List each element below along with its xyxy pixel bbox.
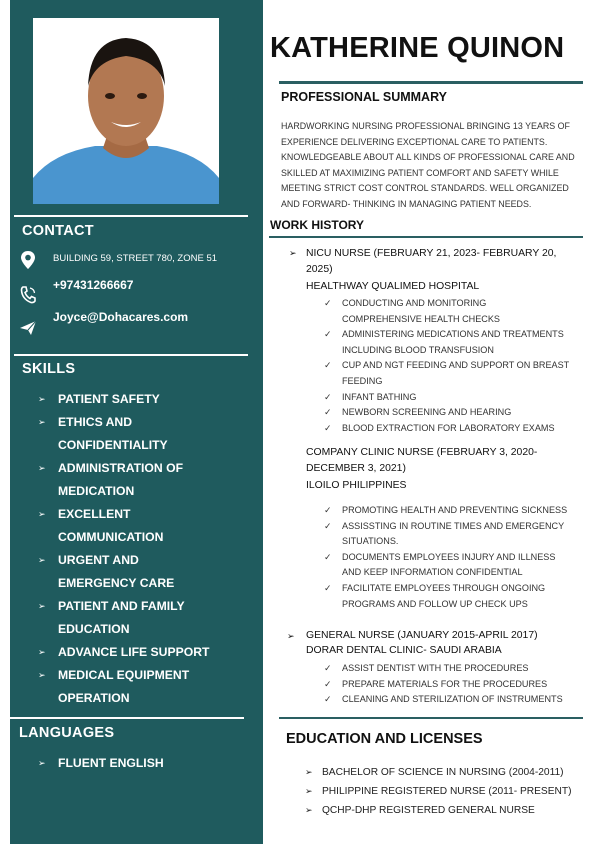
check-icon: ✓ xyxy=(324,678,332,689)
portrait-image xyxy=(33,18,219,204)
arrow-bullet-icon: ➢ xyxy=(38,394,46,404)
check-icon: ✓ xyxy=(324,663,332,673)
sidebar-divider xyxy=(10,717,244,719)
skill-item: ➢ PATIENT AND FAMILY EDUCATION xyxy=(38,595,253,641)
arrow-bullet-icon: ➢ xyxy=(38,463,46,473)
duty-item: ✓ INFANT BATHING xyxy=(324,390,569,406)
skill-item: ➢ URGENT AND EMERGENCY CARE xyxy=(38,549,253,595)
education-heading: EDUCATION AND LICENSES xyxy=(286,731,483,747)
check-icon: ✓ xyxy=(324,329,332,340)
education-list xyxy=(305,763,571,820)
email-link[interactable]: Joyce@Dohacares.com xyxy=(53,310,189,324)
sidebar-divider xyxy=(14,354,248,356)
skills-list xyxy=(38,388,253,710)
check-icon: ✓ xyxy=(324,520,332,531)
duty-item: ✓ BLOOD EXTRACTION FOR LABORATORY EXAMS xyxy=(324,421,569,437)
arrow-bullet-icon: ➢ xyxy=(289,248,297,258)
duty-item: ✓ ADMINISTERING MEDICATIONS AND TREATMENTS INCLUDING BLOOD TRANSFUSION xyxy=(324,329,564,355)
check-icon: ✓ xyxy=(324,391,332,402)
language-item: ➢ FLUENT ENGLISH xyxy=(38,752,164,775)
duty-item: ✓ NEWBORN SCREENING AND HEARING xyxy=(324,405,569,421)
job-organization: ILOILO PHILIPPINES xyxy=(306,480,407,491)
phone-text: +97431266667 xyxy=(53,278,134,292)
arrow-bullet-icon: ➢ xyxy=(38,555,46,565)
check-icon: ✓ xyxy=(324,551,332,562)
duty-item: ✓ ASSISSTING IN ROUTINE TIMES AND EMERGENCY SITUATIONS. xyxy=(324,520,565,547)
education-item: ➢ PHILIPPINE REGISTERED NURSE (2011- PRESENT) xyxy=(305,782,571,801)
skill-item: ➢ ADVANCE LIFE SUPPORT xyxy=(38,641,253,664)
check-icon: ✓ xyxy=(324,505,332,515)
check-icon: ✓ xyxy=(324,407,332,418)
skill-item: ➢ PATIENT SAFETY xyxy=(38,388,253,411)
contact-email xyxy=(18,310,189,338)
duty-item: ✓ DOCUMENTS EMPLOYEES INJURY AND ILLNESS AND KEEP INFORMATION CONFIDENTIAL xyxy=(324,551,556,578)
location-pin-icon xyxy=(18,250,38,270)
check-icon: ✓ xyxy=(324,422,332,433)
job-title: NICU NURSE (FEBRUARY 21, 2023- FEBRUARY 20, 2025) xyxy=(306,248,557,275)
job-duties xyxy=(324,296,569,436)
contact-address xyxy=(18,250,218,270)
skill-item: ➢ MEDICAL EQUIPMENT OPERATION xyxy=(38,664,253,710)
arrow-bullet-icon: ➢ xyxy=(38,601,46,611)
arrow-bullet-icon: ➢ xyxy=(305,767,313,777)
profile-photo xyxy=(33,18,219,204)
skill-item: ➢ EXCELLENT COMMUNICATION xyxy=(38,503,253,549)
section-divider xyxy=(279,717,583,719)
job-title: GENERAL NURSE (JANUARY 2015-APRIL 2017) xyxy=(306,630,538,641)
education-item: ➢ BACHELOR OF SCIENCE IN NURSING (2004-2011) xyxy=(305,763,571,782)
skill-item: ➢ ETHICS AND CONFIDENTIALITY xyxy=(38,411,253,457)
check-icon: ✓ xyxy=(324,582,332,593)
arrow-bullet-icon: ➢ xyxy=(38,670,46,680)
candidate-name: KATHERINE QUINON xyxy=(270,32,565,64)
name-underline xyxy=(279,81,583,84)
section-divider xyxy=(269,236,583,238)
contact-heading: CONTACT xyxy=(22,223,94,239)
arrow-bullet-icon: ➢ xyxy=(305,805,313,815)
check-icon: ✓ xyxy=(324,694,332,705)
duty-item: ✓ CLEANING AND STERILIZATION OF INSTRUMENTS xyxy=(324,692,563,708)
summary-heading: PROFESSIONAL SUMMARY xyxy=(281,90,447,104)
work-history-heading: WORK HISTORY xyxy=(270,218,365,232)
job-organization: DORAR DENTAL CLINIC- SAUDI ARABIA xyxy=(306,645,502,656)
languages-heading: LANGUAGES xyxy=(19,725,115,741)
languages-list xyxy=(38,752,164,775)
arrow-bullet-icon: ➢ xyxy=(305,786,313,796)
sidebar xyxy=(10,0,263,844)
duty-item: ✓ PREPARE MATERIALS FOR THE PROCEDURES xyxy=(324,677,563,693)
education-item: ➢ QCHP-DHP REGISTERED GENERAL NURSE xyxy=(305,801,571,820)
arrow-bullet-icon: ➢ xyxy=(287,631,295,641)
arrow-bullet-icon: ➢ xyxy=(38,647,46,657)
skills-heading: SKILLS xyxy=(22,361,76,377)
job-duties xyxy=(324,503,567,612)
check-icon: ✓ xyxy=(324,360,332,371)
check-icon: ✓ xyxy=(324,298,332,308)
phone-icon xyxy=(18,285,38,305)
duty-item: ✓ FACILITATE EMPLOYEES THROUGH ONGOING PROGRAMS AND FOLLOW UP CHECK UPS xyxy=(324,582,546,609)
duty-item: ✓ ASSIST DENTIST WITH THE PROCEDURES xyxy=(324,661,563,677)
job-organization: HEALTHWAY QUALIMED HOSPITAL xyxy=(306,281,480,292)
skill-item: ➢ ADMINISTRATION OF MEDICATION xyxy=(38,457,253,503)
duty-item: ✓ CUP AND NGT FEEDING AND SUPPORT ON BREAST FEEDING xyxy=(324,360,570,386)
job-duties xyxy=(324,661,563,708)
job-title: COMPANY CLINIC NURSE (FEBRUARY 3, 2020- DECEMBER 3, 2021) xyxy=(306,447,538,474)
duty-item: ✓ CONDUCTING AND MONITORING COMPREHENSIVE HEALTH CHECKS xyxy=(324,298,500,324)
sidebar-divider xyxy=(14,215,248,217)
address-text: BUILDING 59, STREET 780, ZONE 51 xyxy=(53,253,218,264)
contact-phone xyxy=(18,278,134,305)
paper-plane-icon xyxy=(18,318,38,338)
arrow-bullet-icon: ➢ xyxy=(38,417,46,427)
summary-text: HARDWORKING NURSING PROFESSIONAL BRINGING 13 YEARS OF EXPERIENCE DELIVERING EXCEPTIONAL CARE TO PATIENTS. KNOWLEDGEABLE ABOUT ALL KINDS OF PROFESSIONAL CARE AND SKILLED AT MAXIMIZING PATIENT COMFORT AND SAFETY WHILE MEETING STRICT COST CONTROL STANDARDS. WELL ORGANIZED AND FORWARD- THINKING IN MANAGING PATIENT NEEDS. xyxy=(281,121,575,209)
duty-item: ✓ PROMOTING HEALTH AND PREVENTING SICKNESS xyxy=(324,503,567,519)
arrow-bullet-icon: ➢ xyxy=(38,509,46,519)
arrow-bullet-icon: ➢ xyxy=(38,758,46,768)
